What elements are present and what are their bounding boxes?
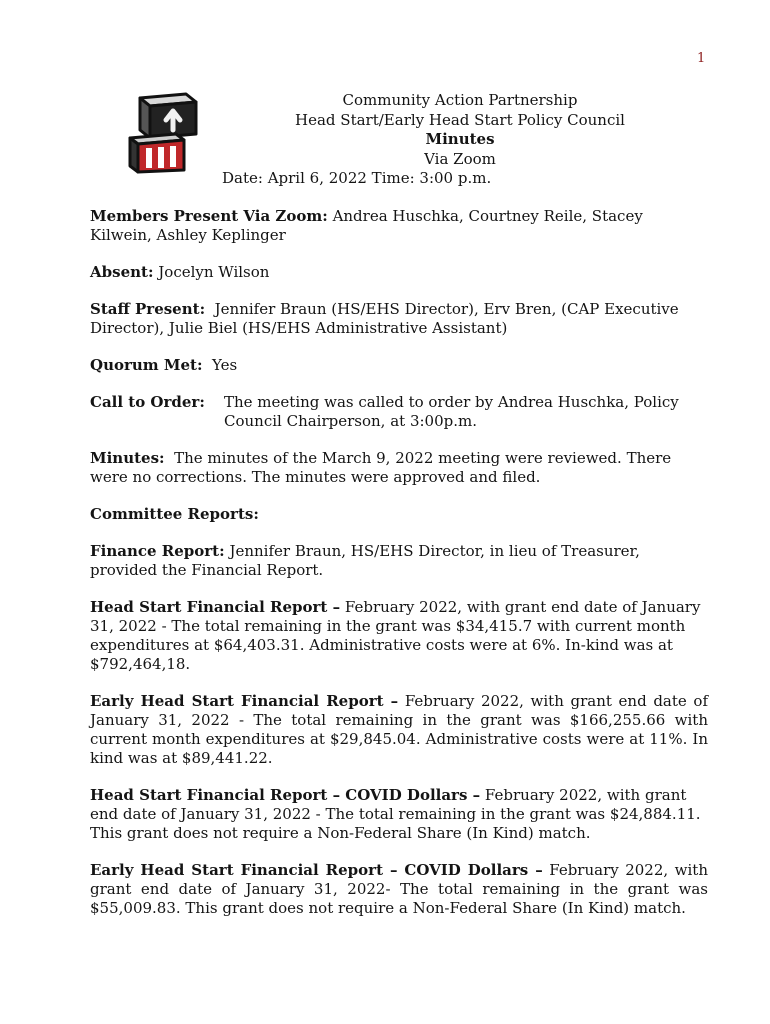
minutes-text: The minutes of the March 9, 2022 meeting were reviewed. There were no corrections. The minutes were approved and filed.	[90, 449, 672, 486]
minutes-label: Minutes:	[90, 449, 165, 467]
quorum-label: Quorum Met:	[90, 356, 203, 374]
call-to-order-text: The meeting was called to order by Andrea Huschka, Policy Council Chairperson, at 3:00p.m.	[224, 393, 679, 430]
meeting-date: Date: April 6, 2022 Time: 3:00 p.m.	[222, 169, 492, 187]
members-present	[90, 207, 708, 245]
quorum-text: Yes	[212, 356, 238, 374]
absent	[90, 263, 708, 282]
ehs-financial-label: Early Head Start Financial Report –	[90, 692, 399, 710]
members-present-text: Andrea Huschka, Courtney Reile, Stacey Kilwein, Ashley Keplinger	[90, 207, 643, 244]
page-number: 1	[697, 51, 706, 66]
ehs-covid-label: Early Head Start Financial Report – COVID Dollars –	[90, 861, 543, 879]
committee-reports	[90, 505, 708, 524]
hs-financial-label: Head Start Financial Report –	[90, 598, 341, 616]
blocks-logo-icon	[126, 90, 200, 174]
minutes-body	[90, 207, 708, 936]
absent-label: Absent:	[90, 263, 154, 281]
staff-present-label: Staff Present:	[90, 300, 206, 318]
hs-financial-text: February 2022, with grant end date of January 31, 2022 - The total remaining in the grant was $34,415.7 with current month expenditures at $64,403.31. Administrative costs were at 6%. In-kind was at $792,464,18.	[90, 598, 701, 673]
finance-report	[90, 542, 708, 580]
ehs-covid-text: February 2022, with grant end date of January 31, 2022- The total remaining in the grant was $55,009.83. This grant does not require a Non-Federal Share (In Kind) match.	[90, 861, 708, 917]
quorum	[90, 356, 708, 375]
meeting-venue: Via Zoom	[424, 149, 496, 168]
staff-present-text: Jennifer Braun (HS/EHS Director), Erv Bren, (CAP Executive Director), Julie Biel (HS/EHS Administrative Assistant)	[90, 300, 679, 337]
finance-report-label: Finance Report:	[90, 542, 225, 560]
ehs-covid-report	[90, 861, 708, 918]
hs-covid-text: February 2022, with grant end date of January 31, 2022 - The total remaining in the grant was $24,884.11. This grant does not require a Non-Federal Share (In Kind) match.	[90, 786, 701, 842]
call-to-order	[90, 393, 708, 431]
hs-financial-report	[90, 598, 708, 674]
ehs-financial-text: February 2022, with grant end date of January 31, 2022 - The total remaining in the grant was $166,255.66 with current month expenditures at $29,845.04. Administrative costs were at 11%. In kind was at $89,441.22.	[90, 692, 708, 767]
org-name: Community Action Partnership	[342, 91, 578, 109]
hs-covid-label: Head Start Financial Report – COVID Dollars –	[90, 786, 481, 804]
finance-report-text: Jennifer Braun, HS/EHS Director, in lieu of Treasurer, provided the Financial Report.	[90, 542, 640, 579]
hs-covid-report	[90, 786, 708, 843]
committee-reports-label: Committee Reports:	[90, 505, 259, 523]
staff-present	[90, 300, 708, 338]
minutes-review	[90, 449, 708, 487]
absent-text: Jocelyn Wilson	[158, 263, 270, 281]
members-present-label: Members Present Via Zoom:	[90, 207, 328, 225]
document-title: Minutes	[425, 130, 495, 148]
call-to-order-label: Call to Order:	[90, 393, 205, 411]
ehs-financial-report	[90, 692, 708, 768]
council-name: Head Start/Early Head Start Policy Council	[295, 110, 625, 129]
